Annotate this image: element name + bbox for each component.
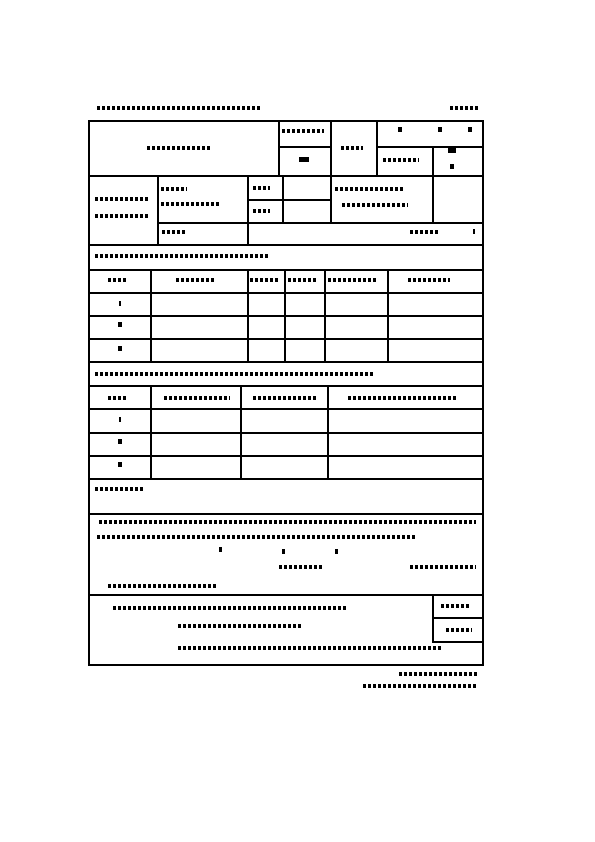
section2-col-2 [164, 396, 230, 400]
header-right-text [450, 106, 478, 110]
section2-row-num [119, 417, 121, 422]
info-field-d [253, 209, 270, 213]
section1-row-num [119, 301, 121, 306]
info-field-i [473, 229, 475, 234]
section2-col-1 [108, 396, 128, 400]
footer-box-label-1 [441, 604, 471, 608]
footer-box-label-2 [446, 628, 472, 632]
remarks-label [95, 487, 143, 491]
section1-col-2 [176, 278, 214, 282]
top-field-e [383, 158, 419, 162]
declaration-mark-1 [219, 547, 222, 552]
footer-box-line-3 [178, 646, 443, 650]
section2-col-3 [253, 396, 316, 400]
info-field-h [410, 230, 438, 234]
declaration-sign [410, 565, 476, 569]
section2-row-num [118, 462, 122, 467]
top-field-d3 [468, 127, 472, 132]
header-left-text [97, 106, 262, 110]
top-field-b [299, 157, 309, 162]
declaration-mark-2 [282, 549, 285, 554]
footer-box-line-1 [113, 606, 347, 610]
section1-col-4 [288, 278, 318, 282]
top-field-c [341, 146, 363, 150]
top-title-mark [147, 146, 212, 150]
info-label-1 [95, 197, 150, 201]
section1-col-1 [108, 278, 128, 282]
info-field-e [335, 187, 405, 191]
info-field-b [161, 202, 221, 206]
top-field-f1 [448, 148, 456, 153]
section2-col-4 [348, 396, 458, 400]
info-field-c [253, 186, 270, 190]
info-field-g [162, 230, 187, 234]
section2-title-mark [95, 372, 373, 376]
declaration-line-1 [99, 520, 476, 524]
top-field-a [282, 129, 324, 133]
footer-box-line-2 [178, 624, 302, 628]
declaration-line-2 [97, 535, 415, 539]
top-field-d2 [438, 127, 442, 132]
signature-line [108, 584, 218, 588]
section1-title-mark [95, 254, 270, 258]
section1-col-5 [328, 278, 378, 282]
info-field-f [342, 203, 408, 207]
footer-line-2 [363, 684, 478, 688]
top-field-d1 [398, 127, 402, 132]
info-field-a [161, 187, 187, 191]
info-label-2 [95, 214, 150, 218]
section2-row-num [118, 439, 122, 444]
footer-line-1 [399, 672, 478, 676]
section1-row-num [118, 322, 122, 327]
section1-col-6 [408, 278, 450, 282]
section1-col-3 [250, 278, 278, 282]
top-field-f2 [450, 164, 454, 169]
section1-row-num [118, 346, 122, 351]
declaration-date [279, 565, 324, 569]
declaration-mark-3 [335, 549, 338, 554]
